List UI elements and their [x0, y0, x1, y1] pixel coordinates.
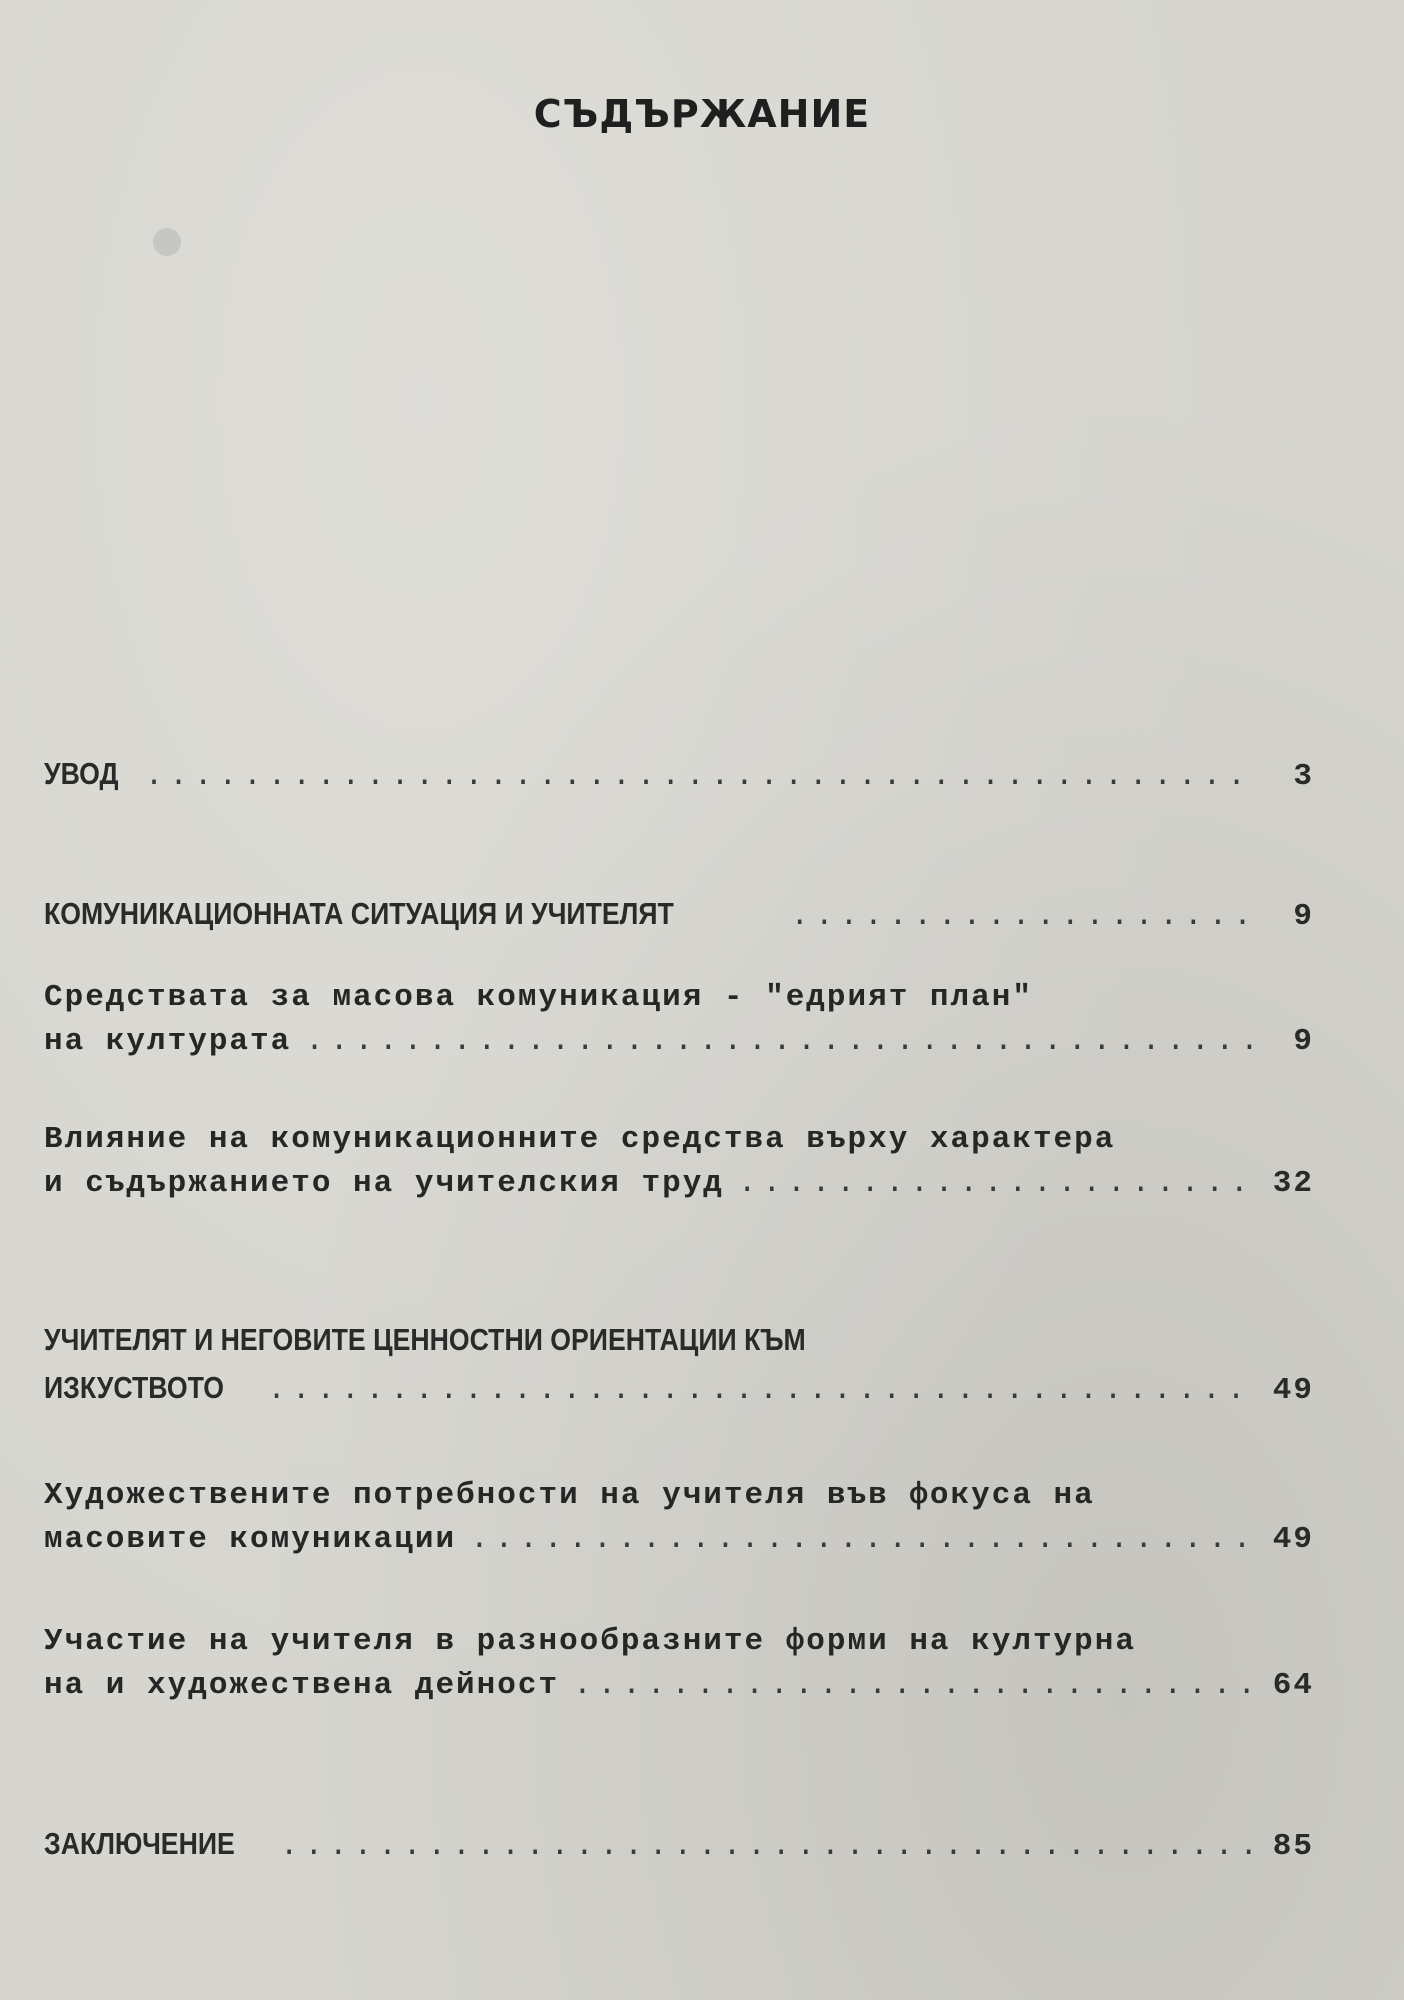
toc-page-number: 32 — [1272, 1166, 1314, 1201]
toc-entry-title-line-2: и съдържанието на учителския труд — [44, 1166, 724, 1201]
toc-entry-introduction[interactable] — [44, 752, 1314, 799]
toc-entry-title-line-1: Влияние на комуникационните средства върху характера — [44, 1122, 1116, 1157]
toc-entry-title: КОМУНИКАЦИОННАТА СИТУАЦИЯ И УЧИТЕЛЯТ — [44, 896, 674, 931]
toc-entry-title-line-1: Средствата за масова комуникация - "едрият план" — [44, 980, 1033, 1015]
page-title: СЪДЪРЖАНИЕ — [533, 92, 871, 136]
toc-entry-communication-situation[interactable] — [44, 892, 1314, 939]
toc-entry-title-line-2: на културата — [44, 1024, 292, 1059]
toc-entry-conclusion[interactable] — [44, 1822, 1314, 1869]
toc-page-number: 49 — [1272, 1373, 1314, 1408]
toc-entry-title-line-1: УЧИТЕЛЯТ И НЕГОВИТЕ ЦЕННОСТНИ ОРИЕНТАЦИИ КЪМ — [44, 1322, 806, 1357]
leader-dots — [470, 1518, 1258, 1562]
toc-entry-title-line-2: масовите комуникации — [44, 1522, 457, 1557]
toc-entry-mass-media[interactable] — [44, 976, 1314, 1064]
leader-dots — [738, 1162, 1258, 1206]
toc-page-number: 64 — [1272, 1668, 1314, 1703]
toc-entry-title-line-2: на и художествена дейност — [44, 1668, 560, 1703]
leader-dots — [145, 755, 1258, 799]
toc-page-number: 49 — [1272, 1522, 1314, 1557]
toc-entry-title-line-1: Участие на учителя в разнообразните форми на културна — [44, 1624, 1136, 1659]
toc-entry-artistic-needs[interactable] — [44, 1474, 1314, 1562]
toc-entry-participation[interactable] — [44, 1620, 1314, 1708]
toc-page-number: 9 — [1293, 1024, 1314, 1059]
toc-page-number: 85 — [1272, 1829, 1314, 1864]
toc-entry-title: ЗАКЛЮЧЕНИЕ — [44, 1826, 235, 1861]
toc-entry-title-line-2: ИЗКУСТВОТО — [44, 1370, 224, 1405]
leader-dots — [280, 1825, 1258, 1869]
leader-dots — [267, 1369, 1258, 1413]
leader-dots — [305, 1020, 1258, 1064]
leader-dots — [573, 1664, 1258, 1708]
toc-page-number: 9 — [1293, 899, 1314, 934]
toc-entry-teacher-values[interactable] — [44, 1318, 1314, 1413]
toc-entry-title-line-1: Художествените потребности на учителя във фокуса на — [44, 1478, 1095, 1513]
toc-entry-influence[interactable] — [44, 1118, 1314, 1206]
toc-entry-title: УВОД — [44, 756, 119, 791]
toc-page-number: 3 — [1293, 759, 1314, 794]
leader-dots — [790, 895, 1258, 939]
